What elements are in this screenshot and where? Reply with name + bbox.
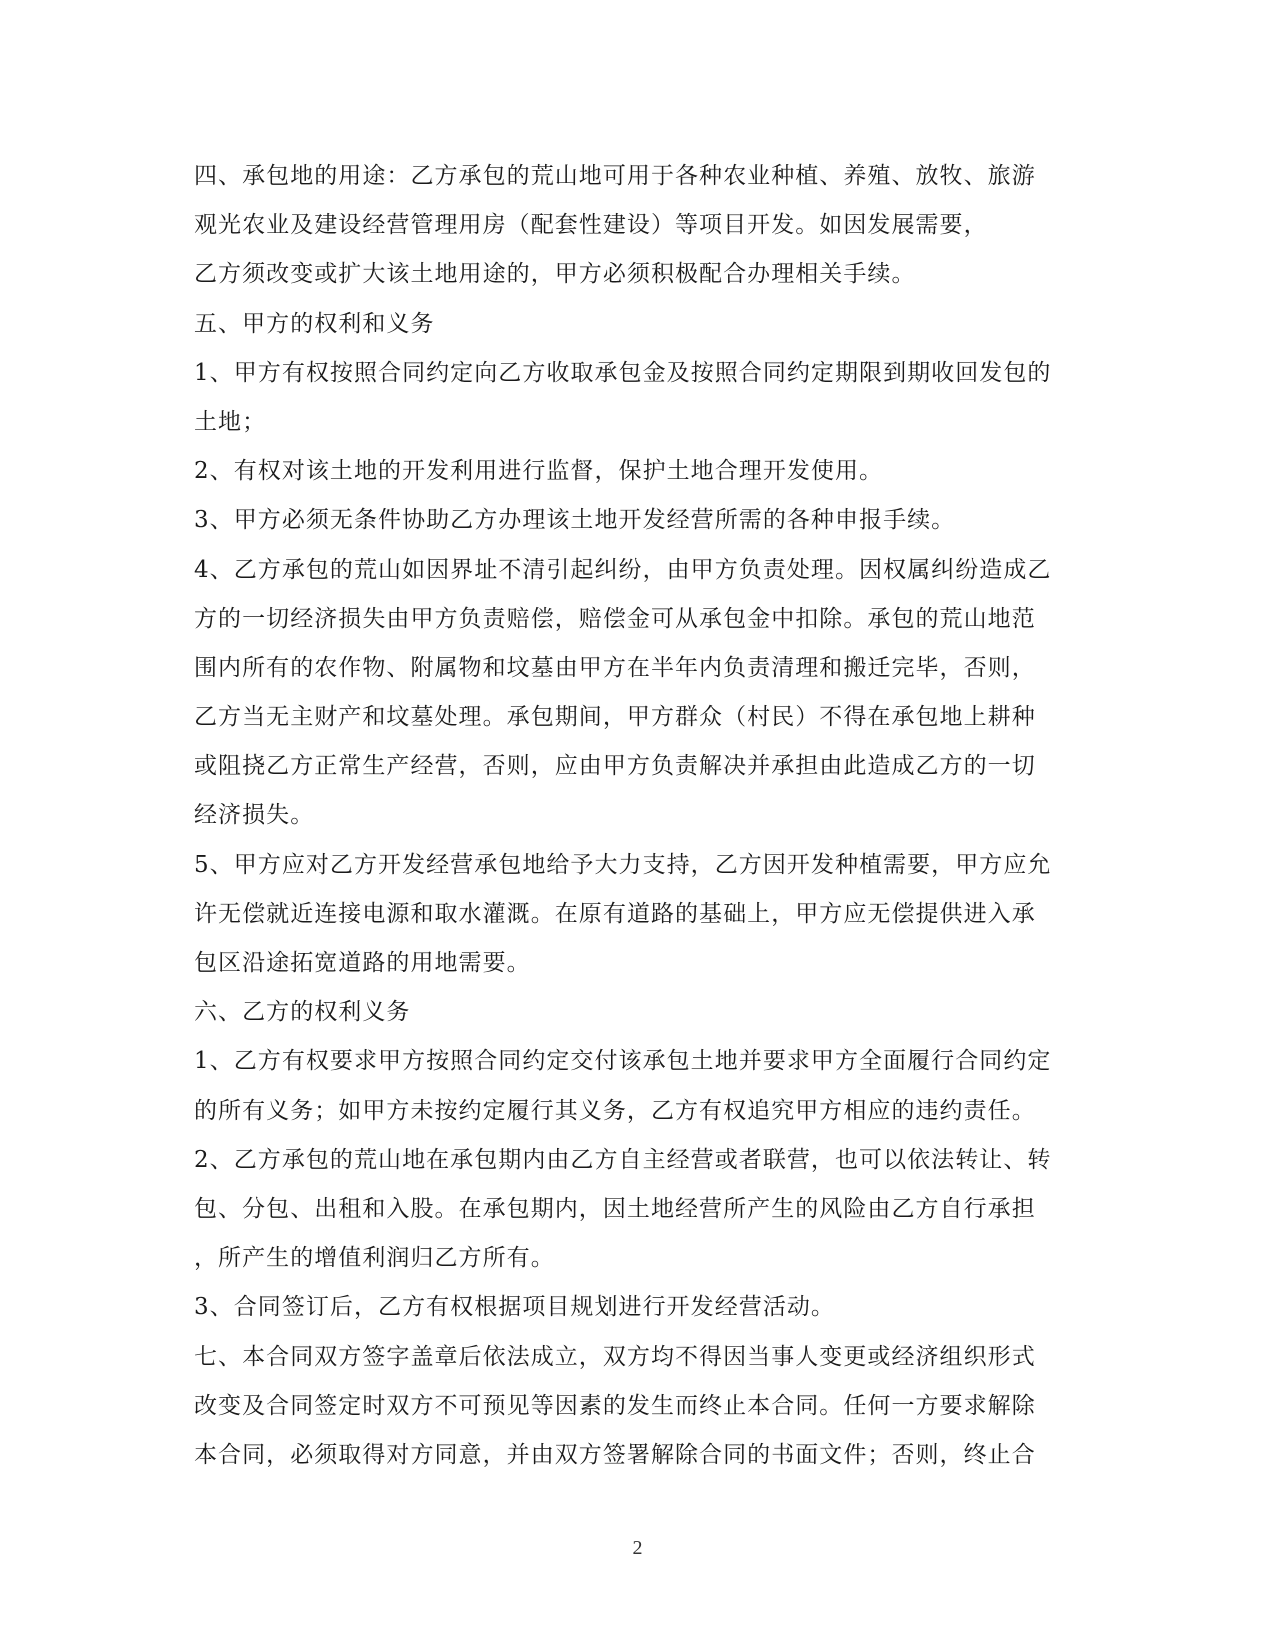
text-line: 经济损失。: [194, 802, 315, 829]
text-line: 包区沿途拓宽道路的用地需要。: [194, 950, 531, 976]
document-body: [194, 152, 1084, 1480]
text-line: 的所有义务；如甲方未按约定履行其义务，乙方有权追究甲方相应的违约责任。: [194, 1097, 1036, 1124]
text-line: 七、本合同双方签字盖章后依法成立，双方均不得因当事人变更或经济组织形式: [194, 1343, 1036, 1370]
text-line: 土地；: [194, 408, 267, 435]
text-line: 许无偿就近连接电源和取水灌溉。在原有道路的基础上，甲方应无偿提供进入承: [194, 900, 1036, 927]
text-line: 或阻挠乙方正常生产经营，否则，应由甲方负责解决并承担由此造成乙方的一切: [194, 753, 1036, 780]
text-line: 3、合同签订后，乙方有权根据项目规划进行开发经营活动。: [194, 1294, 835, 1321]
text-line: 四、承包地的用途：乙方承包的荒山地可用于各种农业种植、养殖、放牧、旅游: [194, 163, 1036, 189]
text-line: ，所产生的增值利润归乙方所有。: [194, 1245, 555, 1272]
text-line: 乙方当无主财产和坟墓处理。承包期间，甲方群众（村民）不得在承包地上耕种: [194, 704, 1036, 731]
text-line: 1、甲方有权按照合同约定向乙方收取承包金及按照合同约定期限到期收回发包的: [194, 359, 1052, 386]
text-line: 2、有权对该土地的开发利用进行监督，保护土地合理开发使用。: [194, 458, 884, 485]
text-line: 围内所有的农作物、附属物和坟墓由甲方在半年内负责清理和搬迁完毕，否则，: [194, 654, 1036, 681]
text-line: 4、乙方承包的荒山如因界址不清引起纠纷，由甲方负责处理。因权属纠纷造成乙: [194, 556, 1052, 583]
text-line: 本合同，必须取得对方同意，并由双方签署解除合同的书面文件；否则，终止合: [194, 1441, 1036, 1468]
text-line: 方的一切经济损失由甲方负责赔偿，赔偿金可从承包金中扣除。承包的荒山地范: [194, 605, 1036, 632]
text-line: 1、乙方有权要求甲方按照合同约定交付该承包土地并要求甲方全面履行合同约定: [194, 1048, 1052, 1075]
text-line: 改变及合同签定时双方不可预见等因素的发生而终止本合同。任何一方要求解除: [194, 1392, 1036, 1419]
page-number: 2: [632, 1537, 643, 1559]
text-line: 五、甲方的权利和义务: [194, 310, 435, 337]
text-line: 包、分包、出租和入股。在承包期内，因土地经营所产生的风险由乙方自行承担: [194, 1195, 1036, 1222]
text-line: 乙方须改变或扩大该土地用途的，甲方必须积极配合办理相关手续。: [194, 261, 916, 288]
text-line: 5、甲方应对乙方开发经营承包地给予大力支持，乙方因开发种植需要，甲方应允: [194, 851, 1052, 878]
text-line: 六、乙方的权利义务: [194, 999, 411, 1026]
text-line: 观光农业及建设经营管理用房（配套性建设）等项目开发。如因发展需要，: [194, 212, 988, 239]
text-line: 2、乙方承包的荒山地在承包期内由乙方自主经营或者联营，也可以依法转让、转: [194, 1146, 1052, 1173]
text-line: 3、甲方必须无条件协助乙方办理该土地开发经营所需的各种申报手续。: [194, 507, 956, 534]
